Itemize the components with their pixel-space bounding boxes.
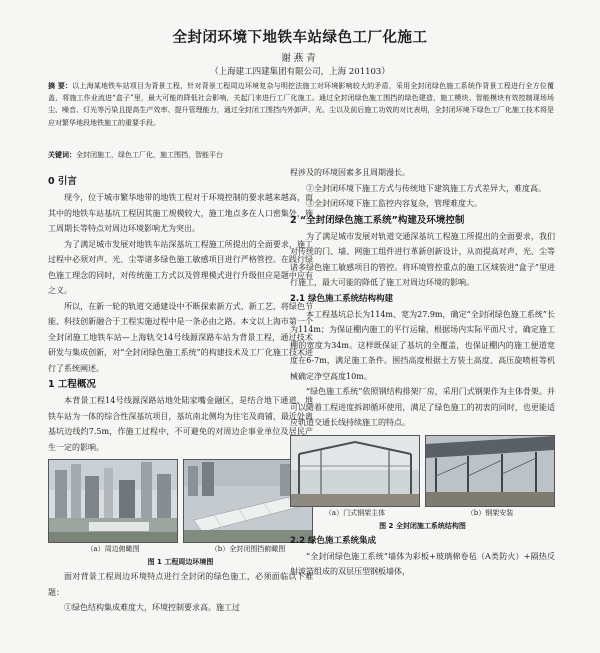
figure-2	[290, 435, 555, 519]
figure-2b-caption: （b）钢架安装	[466, 508, 514, 517]
intro-paragraph-1: 现今，位于城市繁华地带的地铁工程对于环境控制的要求越来越高，而其中的地铁车站基坑工程因其施工规模较大，施工地点多在人口密集处，施工周期长等特点对周边环境影响尤为突出。	[48, 193, 313, 233]
steel-installation-photo	[425, 435, 555, 507]
paper-title: 全封闭环境下地铁车站绿色工厂化施工	[172, 30, 428, 46]
challenge-1: ①绿色结构集成难度大，环境控制要求高。施工过	[64, 603, 240, 612]
heading-introduction: 0 引言	[48, 176, 77, 187]
paper-author: 谢燕青	[281, 53, 319, 64]
section-2-paragraph: 为了满足城市发展对轨道交通深基坑工程施工所提出的全面要求，我们对传统的门、墙、网施工组件进行革新创新设计，从而提高对声、光、尘等诸多绿色施工敏感项目的管控。将环境管控重点的施工区域装进“盒子”里进行施工，最大可能的降低了施工对周边环境的影响。	[290, 231, 555, 287]
aerial-surroundings-photo	[48, 459, 178, 543]
figure-2a-caption: （a）门式钢架主体	[324, 508, 386, 517]
section-2-1-paragraph-2: “绿色施工系统”依照钢结构排架厂房，采用门式钢架作为主体骨架。并可以随着工程进度拆卸循环使用，满足了绿色施工的初衷的同时，也更能适应轨道交通长线持续施工的特点。	[290, 387, 555, 427]
left-column	[48, 173, 313, 616]
figure-1-caption: 图 1 工程周边环境图	[147, 558, 214, 566]
keywords-label: 关键词：	[48, 151, 76, 159]
heading-section-2: 2 “全封闭绿色施工系统”构建及环境控制	[290, 214, 465, 226]
heading-section-2-2: 2.2 绿色施工系统集成	[290, 535, 377, 546]
figure-1	[48, 459, 313, 555]
keywords	[48, 150, 554, 160]
challenge-1-continued: 程涉及的环境因素多且周期漫长。	[290, 168, 410, 177]
heading-section-2-1: 2.1 绿色施工系统结构构建	[290, 293, 394, 304]
abstract	[48, 80, 554, 129]
figure-2a	[290, 435, 420, 519]
intro-paragraph-2: 为了满足城市发展对地铁车站深基坑工程施工所提出的全面要求，施工过程中必须对声、光、尘等诸多绿色施工敏感项目进行严格管控。在践行绿色施工理念的同时，对传统施工方式以及管理模式进行升级但应是题中应有之义。	[48, 239, 313, 295]
right-column	[290, 165, 555, 580]
figure-1b-caption: （b）全封闭围挡俯瞰图	[210, 545, 286, 553]
paper-affiliation: （上海建工四建集团有限公司，上海 201103）	[210, 67, 390, 77]
intro-paragraph-3: 所以，在新一轮的轨道交通建设中不断探索新方式、新工艺，将绿色节能、科技创新融合于工程实施过程中是一条必由之路。本文以上海市第一个全封闭施工地铁车站—上海轨交14号线源深路车站为背景工程，通过技术研发与集成创新，对“全封闭绿色施工系统”的构建技术及工厂化施工技术进行了系统阐述。	[48, 301, 313, 373]
keywords-text: 全封闭施工，绿色工厂化，施工围挡，智能平台	[76, 151, 223, 159]
figure-1a	[48, 459, 178, 555]
section-2-2-paragraph: “全封闭绿色施工系统”墙体为彩板+玻璃棉卷毡（A类防火）+隔热反射波箔组成的双层压型钢板墙体，	[290, 551, 555, 576]
heading-overview: 1 工程概况	[48, 379, 96, 390]
section-2-1-paragraph-1: 本工程基坑总长为114m、宽为27.9m，确定“全封闭绿色施工系统”长为114m；为保证棚内施工的平行运输，根据场内实际平面尺寸，确定施工棚的宽度为34m。这样既保证了基坑的全覆盖，也保证棚内的施工便道宽度在6-7m，满足施工条件。围挡高度根据土方装土高度、高压旋喷桩等机械确定净空高度10m。	[290, 309, 555, 381]
figure-2b	[425, 435, 555, 519]
portal-frame-photo	[290, 435, 420, 507]
overview-paragraph: 本背景工程14号线源深路站地处陆家嘴金融区，是结合地下通道、地铁车站为一体的综合性深基坑项目，基坑南北侧均为住宅及商铺，最近处离基坑边线约7.5m，作施工过程中，不可避免的对周边企事业单位及居民产生一定的影响。	[48, 396, 313, 452]
abstract-text: 以上海某地铁车站项目为背景工程，针对背景工程周边环境复杂与明挖法施工对环境影响较大的矛盾，采用全封闭绿色施工系统作背景工程进行全方位覆盖，将施工作业流进“盒子”里，最大可能的降低社会影响，关起门来进行工厂化施工。通过全封闭绿色施工围挡的绿色建造、施工模块、智能模块有效控制现场场尘、噪音、灯光等污染且提高生产效率、提升管理能力，通过全封闭工围挡内外卸声、光、尘以及前后施工功效的对比表明，全封闭环境下绿色工厂化施工技术将是应对繁华地段地铁施工的重要手段。	[48, 82, 555, 127]
figure-1a-caption: （a）周边俯瞰图	[86, 545, 140, 553]
challenges-intro: 面对背景工程周边环境特点进行全封闭的绿色施工，必须面临以下难题：	[48, 572, 313, 597]
challenge-2: ②全封闭环境下施工方式与传统地下建筑施工方式差异大，难度高。	[306, 183, 546, 193]
challenge-3: ③全封闭环境下施工监控内容复杂，管理难度大。	[306, 199, 482, 208]
figure-2-caption: 图 2 全封闭施工系统结构图	[379, 521, 466, 530]
abstract-label: 摘 要：	[48, 82, 73, 90]
